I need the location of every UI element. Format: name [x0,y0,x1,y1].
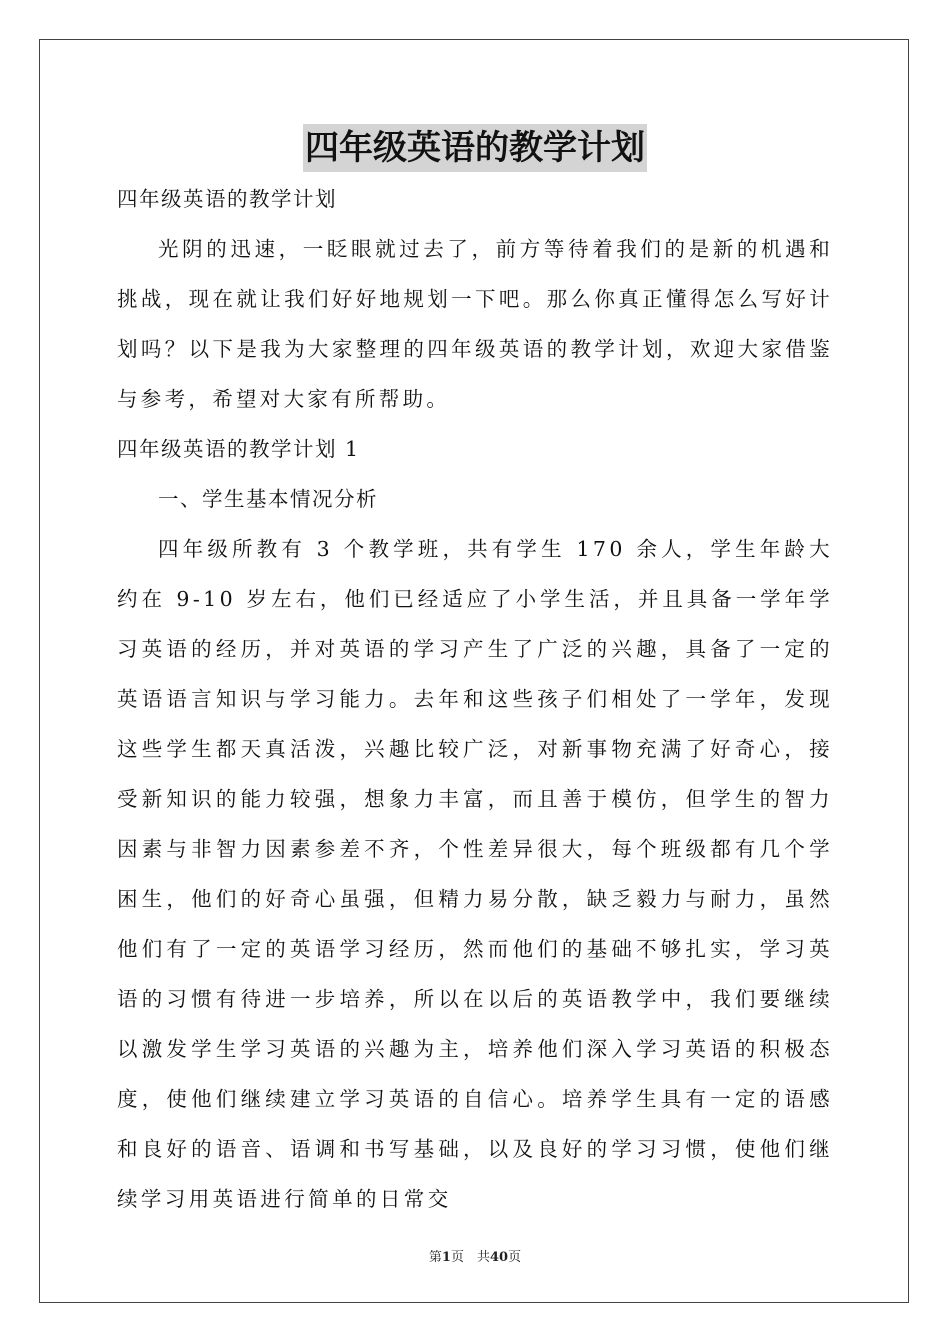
intro-paragraph: 光阴的迅速，一眨眼就过去了，前方等待着我们的是新的机遇和挑战，现在就让我们好好地规划一下吧。那么你真正懂得怎么写好计划吗？以下是我为大家整理的四年级英语的教学计划，欢迎大家借鉴与参考，希望对大家有所帮助。 [117,237,833,411]
document-title-text: 四年级英语的教学计划 [303,124,647,172]
footer-total-pages: 40 [489,1250,509,1265]
footer-page-prefix: 第 [428,1250,442,1265]
document-title [0,124,950,172]
document-subtitle: 四年级英语的教学计划 [117,187,337,211]
footer-current-page: 1 [441,1250,451,1265]
section1-heading: 一、学生基本情况分析 [158,487,378,511]
section1-body-paragraph: 四年级所教有 3 个教学班，共有学生 170 余人，学生年龄大约在 9-10 岁左右，他们已经适应了小学生活，并且具备一学年学习英语的经历，并对英语的学习产生了广泛的兴趣，具备了一定的英语语言知识与学习能力。去年和这些孩子们相处了一学年，发现这些学生都天真活泼，兴趣比较广泛，对新事物充满了好奇心，接受新知识的能力较强，想象力丰富，而且善于模仿，但学生的智力因素与非智力因素参差不齐，个性差异很大，每个班级都有几个学困生，他们的好奇心虽强，但精力易分散，缺乏毅力与耐力，虽然他们有了一定的英语学习经历，然而他们的基础不够扎实，学习英语的习惯有待进一步培养，所以在以后的英语教学中，我们要继续以激发学生学习英语的兴趣为主，培养他们深入学习英语的积极态度，使他们继续建立学习英语的自信心。培养学生具有一定的语感和良好的语音、语调和书写基础，以及良好的学习习惯，使他们继续学习用英语进行简单的日常交 [117,537,833,1211]
footer-page-suffix: 页 [508,1250,522,1265]
page-footer [0,1246,950,1265]
document-body [117,174,833,1224]
footer-page-mid: 页 共 [450,1250,490,1265]
section1-title: 四年级英语的教学计划 1 [117,437,360,461]
